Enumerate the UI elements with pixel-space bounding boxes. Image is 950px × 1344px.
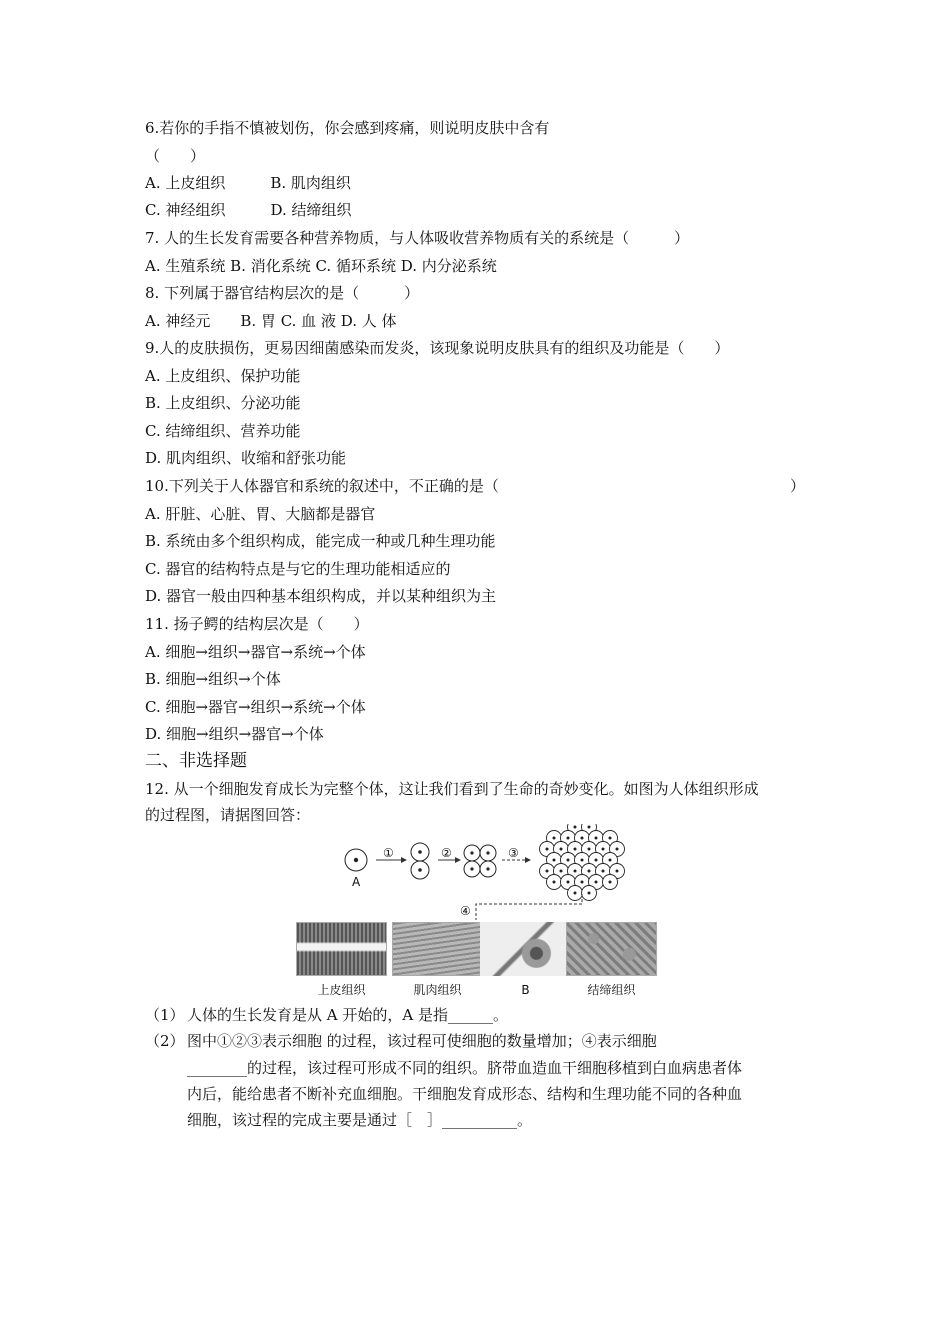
cluster-cell-nucleus [560, 848, 563, 851]
q12-sub2-line1: 图中①②③表示细胞 的过程，该过程可使细胞的数量增加；④表示细胞 [187, 1032, 657, 1050]
cluster-cell-nucleus [581, 859, 584, 862]
cluster-cell-nucleus [546, 848, 549, 851]
epithelial-tissue-photo [296, 922, 387, 976]
cluster-cell-nucleus [595, 859, 598, 862]
q10-close-paren: ） [790, 477, 806, 495]
cluster-cell-nucleus [588, 870, 591, 873]
cluster-cell-nucleus [609, 881, 612, 884]
q6-options-ab: A. 上皮组织 B. 肌肉组织 [145, 174, 351, 192]
cluster-cell-nucleus [588, 892, 591, 895]
section-title: 二、非选择题 [145, 751, 247, 771]
q11-stem: 11. 扬子鳄的结构层次是（ ） [145, 615, 369, 633]
cluster-cell-nucleus [602, 848, 605, 851]
cluster-cell-nucleus [560, 870, 563, 873]
cluster-cell-nucleus [567, 881, 570, 884]
caption-b: B [521, 983, 530, 997]
q12-sub2-line3: 内后，能给患者不断补充血细胞。干细胞发育成形态、结构和生理功能不同的各种血 [187, 1085, 743, 1103]
label-step2: ② [441, 846, 452, 860]
q12-sub1-number: （1） [145, 1006, 185, 1024]
q6-blank: （ ） [145, 147, 206, 165]
label-step3: ③ [508, 846, 519, 860]
q10-option-a: A. 肝脏、心脏、胃、大脑都是器官 [145, 505, 376, 523]
cluster-cell-nucleus [609, 837, 612, 840]
q10-stem: 10.下列关于人体器官和系统的叙述中，不正确的是（ [145, 477, 499, 495]
cluster-cell-nucleus [553, 881, 556, 884]
q12-sub2-line4: 细胞，该过程的完成主要是通过［ ］__________。 [187, 1111, 533, 1129]
cluster-cell-nucleus [616, 870, 619, 873]
two-cell-stage [411, 843, 429, 879]
cell-division-diagram [290, 824, 662, 920]
q11-option-c: C. 细胞→器官→组织→系统→个体 [145, 698, 366, 716]
caption-connective: 结缔组织 [587, 983, 636, 997]
q9-option-c: C. 结缔组织、营养功能 [145, 422, 301, 440]
caption-epithelial: 上皮组织 [317, 983, 366, 997]
q8-stem: 8. 下列属于器官结构层次的是（ ） [145, 284, 420, 302]
cell-cluster [540, 824, 625, 901]
cluster-cell-nucleus [546, 870, 549, 873]
tissue-formation-figure [290, 824, 662, 1002]
cluster-cell-nucleus [616, 848, 619, 851]
cluster-cell-nucleus [595, 837, 598, 840]
caption-muscle: 肌肉组织 [413, 983, 462, 997]
cluster-cell-nucleus [581, 837, 584, 840]
label-step1: ① [383, 846, 394, 860]
label-a: A [352, 875, 361, 889]
cluster-cell-nucleus [574, 870, 577, 873]
fertilized-egg-cell [345, 849, 367, 871]
q12-sub2-number: （2） [145, 1032, 185, 1050]
arrow-step4 [476, 894, 582, 920]
cluster-cell-nucleus [588, 826, 591, 829]
nerve-tissue-photo [480, 922, 571, 976]
cluster-cell-nucleus [574, 848, 577, 851]
cluster-cell-nucleus [574, 826, 577, 829]
q9-option-a: A. 上皮组织、保护功能 [145, 367, 301, 385]
cluster-cell-nucleus [588, 848, 591, 851]
label-step4: ④ [460, 904, 471, 918]
four-cell-stage [464, 845, 496, 877]
cluster-cell-nucleus [553, 837, 556, 840]
q12-stem-line2: 的过程图，请据图回答： [145, 806, 311, 824]
q10-option-c: C. 器官的结构特点是与它的生理功能相适应的 [145, 560, 451, 578]
q6-options-cd: C. 神经组织 D. 结缔组织 [145, 201, 352, 219]
connective-tissue-photo [566, 922, 657, 976]
cluster-cell-nucleus [553, 859, 556, 862]
q11-option-a: A. 细胞→组织→器官→系统→个体 [145, 643, 366, 661]
q9-option-d: D. 肌肉组织、收缩和舒张功能 [145, 449, 347, 467]
muscle-tissue-photo [392, 922, 483, 976]
q11-option-d: D. 细胞→组织→器官→个体 [145, 725, 324, 743]
q12-stem-line1: 12. 从一个细胞发育成长为完整个体，这让我们看到了生命的奇妙变化。如图为人体组织形成 [145, 780, 759, 798]
q9-stem: 9.人的皮肤损伤，更易因细菌感染而发炎，该现象说明皮肤具有的组织及功能是（ ） [145, 339, 730, 357]
cluster-cell-nucleus [602, 870, 605, 873]
q9-option-b: B. 上皮组织、分泌功能 [145, 394, 301, 412]
cluster-cell-nucleus [567, 837, 570, 840]
q10-option-d: D. 器官一般由四种基本组织构成，并以某种组织为主 [145, 587, 497, 605]
q8-options: A. 神经元 B. 胃 C. 血 液 D. 人 体 [145, 312, 397, 330]
q7-stem: 7. 人的生长发育需要各种营养物质，与人体吸收营养物质有关的系统是（ ） [145, 229, 690, 247]
q7-options: A. 生殖系统 B. 消化系统 C. 循环系统 D. 内分泌系统 [145, 257, 497, 275]
cluster-cell-nucleus [609, 859, 612, 862]
q12-sub1-text: 人体的生长发育是从 A 开始的，A 是指______。 [187, 1006, 508, 1024]
q12-sub2-line2: ________的过程，该过程可形成不同的组织。脐带血造血干细胞移植到白血病患者体 [187, 1059, 743, 1077]
cluster-cell-nucleus [567, 859, 570, 862]
cluster-cell-nucleus [581, 881, 584, 884]
q6-stem: 6.若你的手指不慎被划伤，你会感到疼痛，则说明皮肤中含有 [145, 119, 550, 137]
cluster-cell-nucleus [595, 881, 598, 884]
q10-option-b: B. 系统由多个组织构成，能完成一种或几种生理功能 [145, 532, 496, 550]
cluster-cell-nucleus [574, 892, 577, 895]
q11-option-b: B. 细胞→组织→个体 [145, 670, 281, 688]
